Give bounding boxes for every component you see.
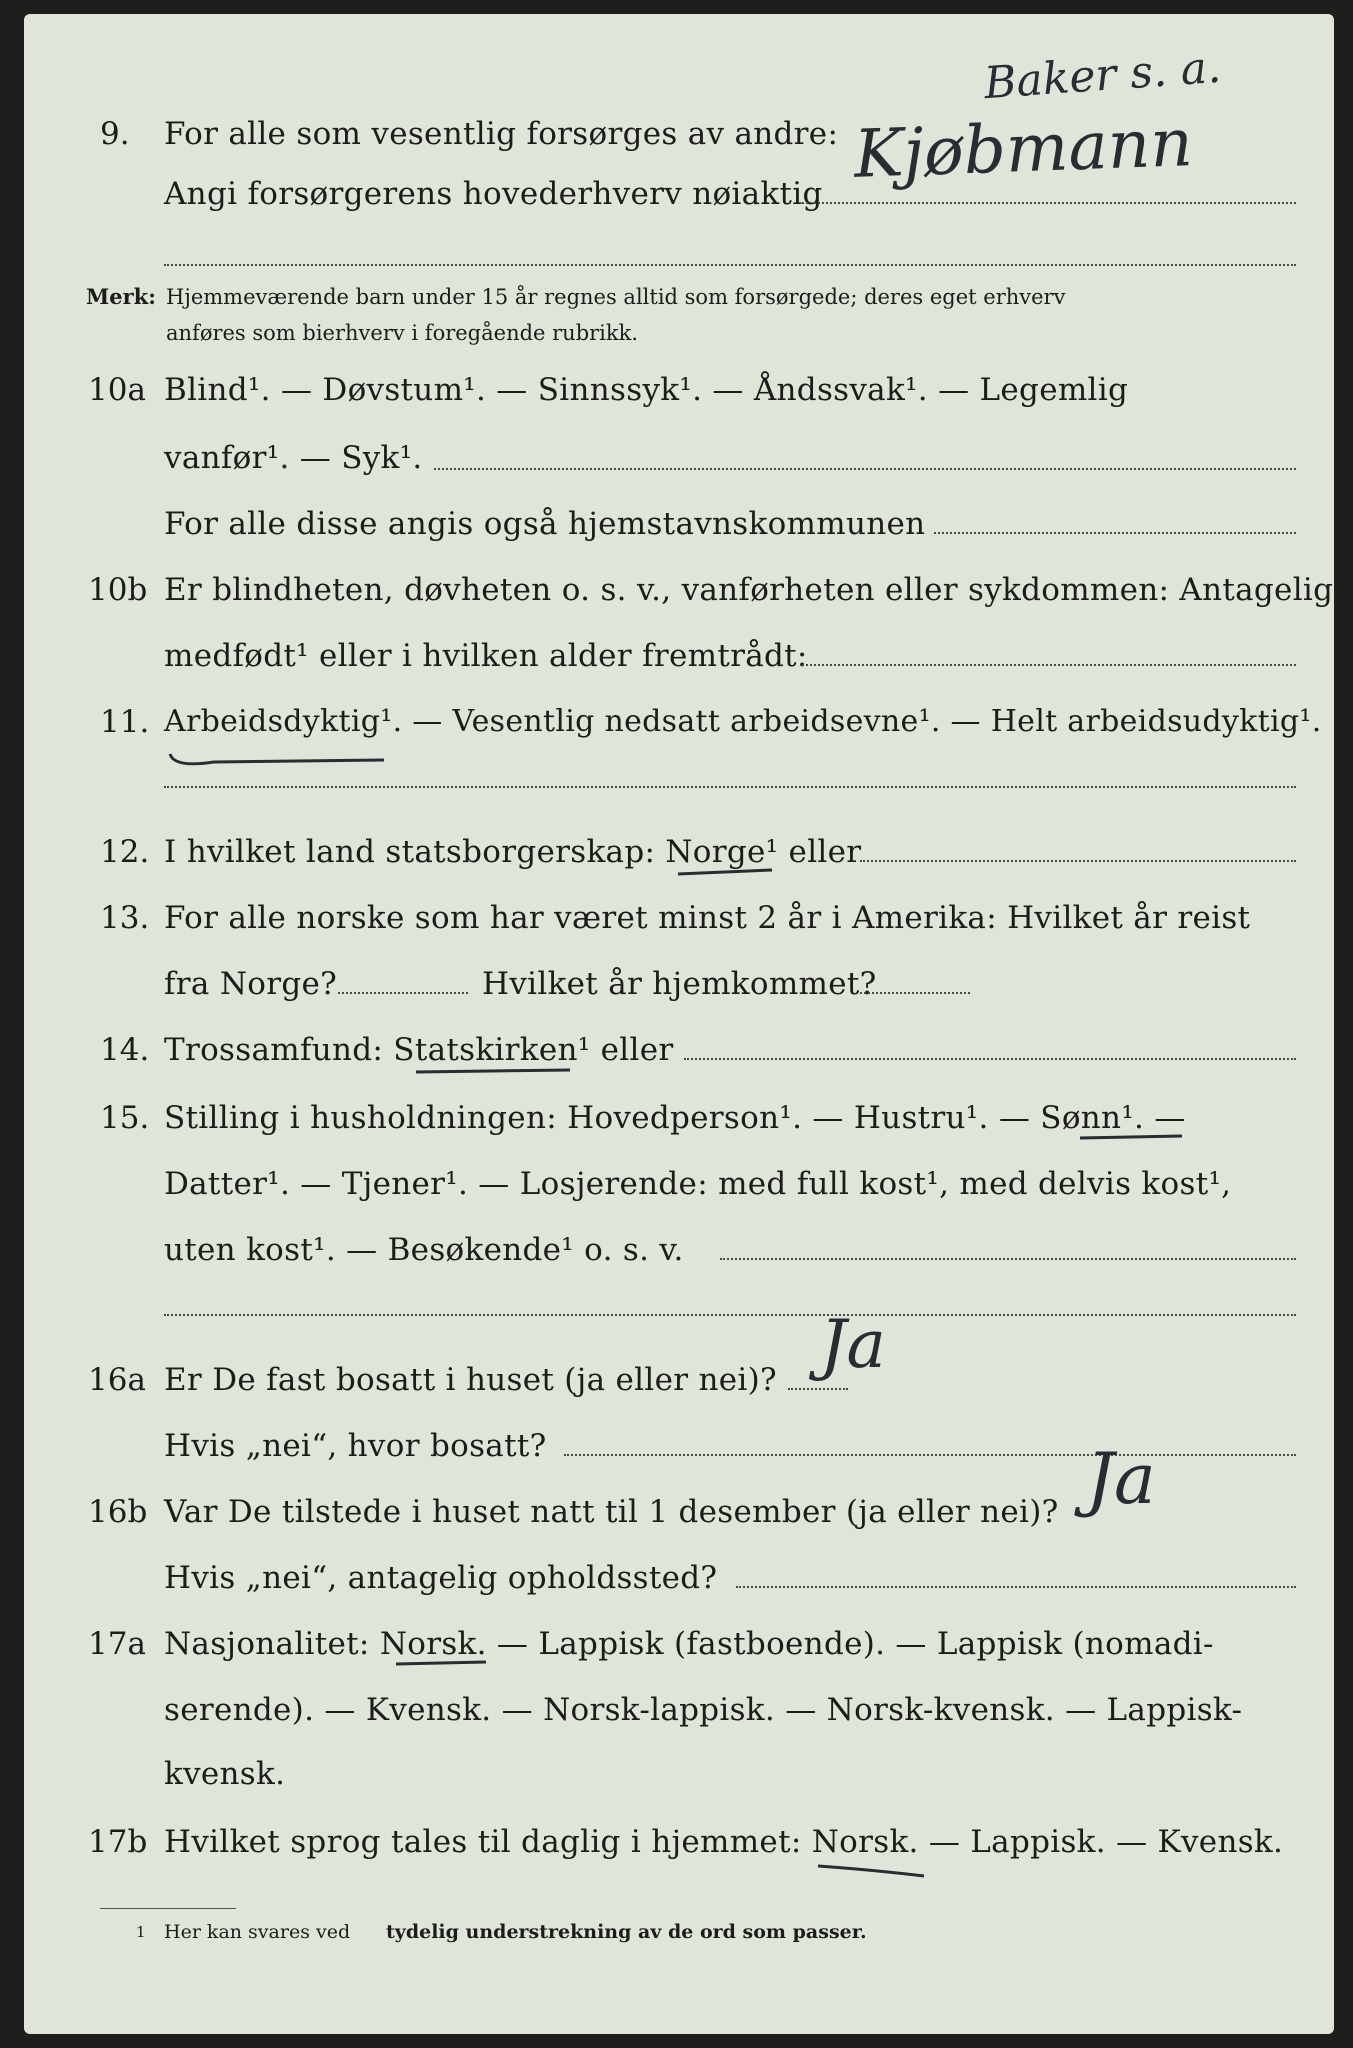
q15-line3: uten kost¹. — Besøkende¹ o. s. v.: [164, 1232, 684, 1268]
handwritten-note-top: Baker s. a.: [982, 41, 1223, 110]
q16a-number: 16a: [88, 1362, 146, 1398]
q10a-number: 10a: [88, 372, 146, 408]
q9-handwritten-answer: Kjøbmann: [852, 104, 1194, 193]
q17b-line1: Hvilket sprog tales til daglig i hjemmet: Norsk. — Lappisk. — Kvensk.: [164, 1824, 1284, 1860]
q17b-number: 17b: [88, 1824, 148, 1860]
q11-number: 11.: [100, 704, 150, 740]
q17a-line2: serende). — Kvensk. — Norsk-lappisk. — Norsk-kvensk. — Lappisk-: [164, 1692, 1243, 1728]
q10b-number: 10b: [88, 572, 148, 608]
q16b-line1: Var De tilstede i huset natt til 1 desember (ja eller nei)?: [164, 1494, 1059, 1530]
q16b-handwritten-answer: Ja: [1086, 1438, 1156, 1520]
q10a-line1: Blind¹. — Døvstum¹. — Sinnssyk¹. — Åndssvak¹. — Legemlig: [164, 372, 1129, 408]
census-form-page: [24, 14, 1334, 2034]
merk-line2: anføres som bierhverv i foregående rubrikk.: [166, 321, 639, 345]
q13-number: 13.: [100, 900, 150, 936]
q16b-line2: Hvis „nei“, antagelig opholdssted?: [164, 1560, 718, 1596]
q15-line1: Stilling i husholdningen: Hovedperson¹. — Hustru¹. — Sønn¹. —: [164, 1100, 1186, 1136]
underline-norge: [678, 870, 772, 874]
q10a-line2: vanfør¹. — Syk¹.: [164, 440, 423, 476]
q9-number: 9.: [100, 116, 130, 152]
q10a-line3: For alle disse angis også hjemstavnskommunen: [164, 506, 926, 542]
merk-label: Merk:: [86, 284, 156, 309]
q13-line1: For alle norske som har været minst 2 år i Amerika: Hvilket år reist: [164, 900, 1251, 936]
q16a-line1: Er De fast bosatt i huset (ja eller nei)?: [164, 1362, 777, 1398]
q12-line1: I hvilket land statsborgerskap: Norge¹ eller: [164, 834, 862, 870]
q10b-line1: Er blindheten, døvheten o. s. v., vanførheten eller sykdommen: Antagelig: [164, 572, 1334, 608]
q9-line1: For alle som vesentlig forsørges av andre:: [164, 116, 839, 152]
underline-sonn: [1080, 1136, 1182, 1138]
underline-norsk-17a: [396, 1662, 486, 1664]
underline-statskirken: [416, 1070, 570, 1072]
merk-line1: Hjemmeværende barn under 15 år regnes alltid som forsørgede; deres eget erhverv: [166, 285, 1066, 309]
footnote-mark: 1: [136, 1923, 146, 1941]
q12-number: 12.: [100, 834, 150, 870]
underline-arbeidsdyktig: [170, 754, 384, 764]
underline-norsk-17b: [818, 1866, 924, 1876]
handwritten-underlines: [24, 14, 1334, 2034]
q16a-handwritten-answer: Ja: [820, 1306, 886, 1383]
q13-line2b: Hvilket år hjemkommet?: [482, 966, 877, 1002]
q11-line1: Arbeidsdyktig¹. — Vesentlig nedsatt arbeidsevne¹. — Helt arbeidsudyktig¹.: [164, 704, 1322, 739]
q13-line2: fra Norge?: [164, 966, 338, 1002]
q9-line2: Angi forsørgerens hovederhverv nøiaktig: [164, 176, 823, 212]
q15-line2: Datter¹. — Tjener¹. — Losjerende: med full kost¹, med delvis kost¹,: [164, 1166, 1232, 1202]
q15-number: 15.: [100, 1100, 150, 1136]
q17a-line1: Nasjonalitet: Norsk. — Lappisk (fastboende). — Lappisk (nomadi-: [164, 1626, 1214, 1662]
q16b-number: 16b: [88, 1494, 148, 1530]
q14-number: 14.: [100, 1032, 150, 1068]
q17a-line3: kvensk.: [164, 1756, 286, 1792]
q14-line1: Trossamfund: Statskirken¹ eller: [164, 1032, 674, 1068]
q17a-number: 17a: [88, 1626, 146, 1662]
footnote-bold-text: tydelig understrekning av de ord som passer.: [386, 1921, 867, 1943]
q16a-line2: Hvis „nei“, hvor bosatt?: [164, 1428, 547, 1464]
q10b-line2: medfødt¹ eller i hvilken alder fremtrådt:: [164, 638, 808, 674]
footnote-text: Her kan svares ved: [164, 1921, 351, 1943]
